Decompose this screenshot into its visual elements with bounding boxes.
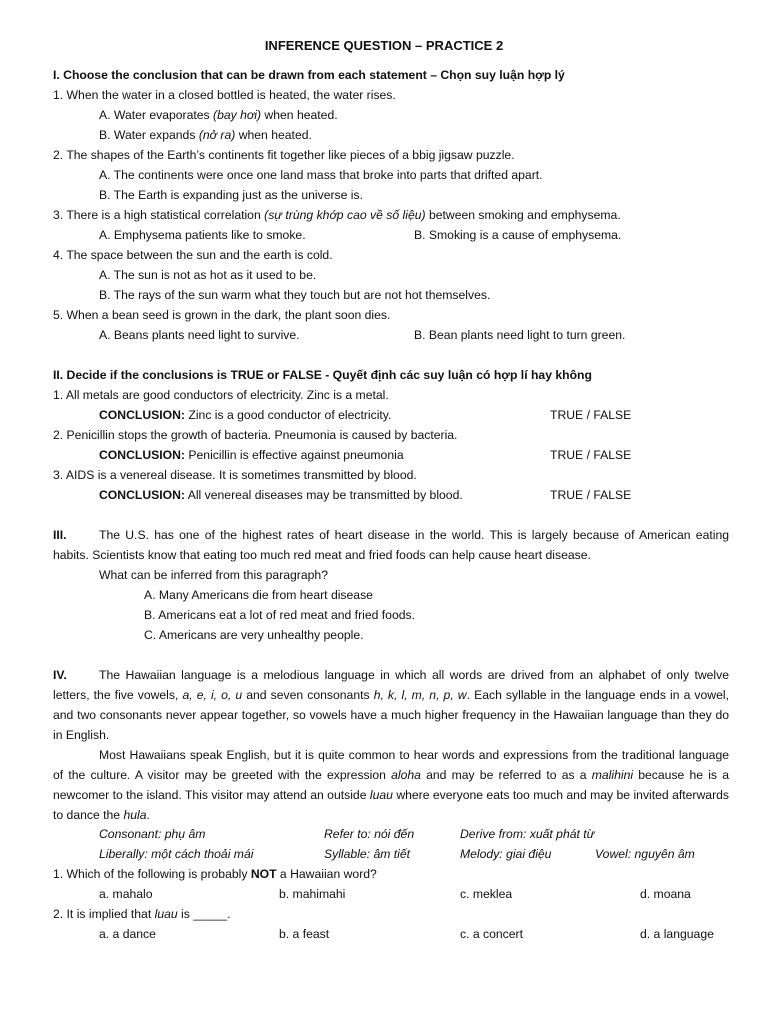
s1-q2-option-b: B. The Earth is expanding just as the universe is. [99, 188, 363, 202]
section-3-paragraph [53, 525, 729, 565]
text: and may be referred to as a [420, 768, 592, 782]
text: and seven consonants [242, 688, 374, 702]
text: . Each syllable in the language ends in a vowel, and two consonants never appear together, so vowels have a much higher frequency in the Hawaiian language than they do in English. [53, 688, 729, 742]
text: where everyone eats too much and may be invited afterwards to dance the [53, 788, 729, 822]
s1-q2-stem: 2. The shapes of the Earth’s continents fit together like pieces of a bbig jigsaw puzzle. [53, 148, 515, 162]
s1-q3-stem [53, 207, 621, 223]
s4-q1-option: c. meklea [460, 887, 513, 901]
page-title: INFERENCE QUESTION – PRACTICE 2 [264, 38, 504, 53]
section-3-number: III. [53, 528, 67, 542]
s2-item-stem: 1. All metals are good conductors of electricity. Zinc is a metal. [53, 388, 389, 402]
s1-q3-option-b: B. Smoking is a cause of emphysema. [414, 228, 622, 242]
s3-option: B. Americans eat a lot of red meat and fried foods. [144, 608, 415, 622]
gloss: (sự trùng khớp cao về số liệu) [264, 208, 426, 222]
section-4-passage [53, 665, 729, 825]
s3-question: What can be inferred from this paragraph? [99, 568, 328, 582]
vowels: a, e, i, o, u [182, 688, 243, 702]
s2-item-true-false: TRUE / FALSE [550, 488, 632, 502]
section-4-number: IV. [53, 668, 67, 682]
word-hula: hula [123, 808, 147, 822]
text: A. Water evaporates [99, 108, 214, 122]
s4-q1-option: b. mahimahi [279, 887, 346, 901]
s4-q2-option: d. a language [640, 927, 714, 941]
glossary-item: Consonant: phụ âm [99, 827, 206, 841]
s3-option: A. Many Americans die from heart disease [144, 588, 373, 602]
conclusion-label: CONCLUSION: [99, 488, 185, 502]
gloss: (bay hơi) [213, 108, 262, 122]
text: because he is a newcomer to the island. This visitor may attend an outside [53, 768, 729, 802]
text: 1. Which of the following is probably [53, 867, 251, 881]
text: Most Hawaiians speak English, but it is quite common to hear words and expressions from the traditional language of the culture. A visitor may be greeted with the expression [53, 748, 729, 782]
s1-q1-option-a [99, 107, 338, 123]
text: The Hawaiian language is a melodious language in which all words are drived from an alphabet of only twelve letters, the five vowels, [53, 668, 729, 702]
emphasis: NOT [250, 867, 277, 881]
text: is _____. [177, 907, 231, 921]
s4-q2-stem [53, 906, 231, 922]
s1-q5-option-b: B. Bean plants need light to turn green. [414, 328, 626, 342]
conclusion-text: Zinc is a good conductor of electricity. [185, 408, 392, 422]
s4-q1-option: a. mahalo [99, 887, 153, 901]
glossary-item: Refer to: nói đến [324, 827, 415, 841]
s3-option: C. Americans are very unhealthy people. [144, 628, 364, 642]
text: when heated. [235, 128, 312, 142]
text: a Hawaiian word? [276, 867, 377, 881]
s2-item-conclusion [99, 447, 404, 463]
s2-item-stem: 2. Penicillin stops the growth of bacteria. Pneumonia is caused by bacteria. [53, 428, 458, 442]
s1-q1-option-b [99, 127, 312, 143]
word-luau: luau [154, 907, 178, 921]
paragraph-text: The U.S. has one of the highest rates of heart disease in the world. This is largely because of American eating habits. Scientists know that eating too much red meat and fried foods can help cause heart disease. [53, 528, 729, 562]
text: when heated. [261, 108, 338, 122]
s4-q2-option: b. a feast [279, 927, 330, 941]
text: 3. There is a high statistical correlation [53, 208, 265, 222]
section-1-heading: I. Choose the conclusion that can be drawn from each statement – Chọn suy luận hợp lý [53, 68, 565, 82]
word-aloha: aloha [391, 768, 421, 782]
s2-item-stem: 3. AIDS is a venereal disease. It is sometimes transmitted by blood. [53, 468, 417, 482]
s2-item-conclusion [99, 487, 463, 503]
glossary-item: Vowel: nguyên âm [595, 847, 695, 861]
text: between smoking and emphysema. [425, 208, 621, 222]
conclusion-text: Penicillin is effective against pneumonia [185, 448, 404, 462]
gloss: (nở ra) [198, 128, 236, 142]
s1-q4-option-a: A. The sun is not as hot as it used to be. [99, 268, 317, 282]
glossary-item: Syllable: âm tiết [324, 847, 411, 861]
glossary-item: Derive from: xuất phát từ [460, 827, 595, 841]
s1-q2-option-a: A. The continents were once one land mass that broke into parts that drifted apart. [99, 168, 543, 182]
passage-paragraph-1 [53, 665, 729, 745]
s2-item-conclusion [99, 407, 391, 423]
s2-item-true-false: TRUE / FALSE [550, 408, 632, 422]
s1-q1-stem: 1. When the water in a closed bottled is heated, the water rises. [53, 88, 396, 102]
s1-q4-option-b: B. The rays of the sun warm what they touch but are not hot themselves. [99, 288, 491, 302]
s4-q2-option: a. a dance [99, 927, 156, 941]
section-2-heading: II. Decide if the conclusions is TRUE or FALSE - Quyết định các suy luận có hợp lí hay không [53, 368, 592, 382]
word-luau: luau [369, 788, 393, 802]
s4-q2-option: c. a concert [460, 927, 523, 941]
s1-q5-option-a: A. Beans plants need light to survive. [99, 328, 300, 342]
s2-item-true-false: TRUE / FALSE [550, 448, 632, 462]
s4-q1-option: d. moana [640, 887, 691, 901]
text: 2. It is implied that [53, 907, 155, 921]
text: . [146, 808, 150, 822]
conclusion-label: CONCLUSION: [99, 448, 185, 462]
text: B. Water expands [99, 128, 199, 142]
conclusion-label: CONCLUSION: [99, 408, 185, 422]
s1-q4-stem: 4. The space between the sun and the earth is cold. [53, 248, 333, 262]
s4-q1-stem [53, 866, 377, 882]
word-malihini: malihini [591, 768, 634, 782]
glossary-item: Melody: giai điệu [460, 847, 552, 861]
passage-paragraph-2 [53, 745, 729, 825]
glossary-item: Liberally: một cách thoải mái [99, 847, 254, 861]
s1-q3-option-a: A. Emphysema patients like to smoke. [99, 228, 306, 242]
conclusion-text: All venereal diseases may be transmitted by blood. [185, 488, 463, 502]
s1-q5-stem: 5. When a bean seed is grown in the dark, the plant soon dies. [53, 308, 391, 322]
consonants: h, k, l, m, n, p, w [373, 688, 467, 702]
